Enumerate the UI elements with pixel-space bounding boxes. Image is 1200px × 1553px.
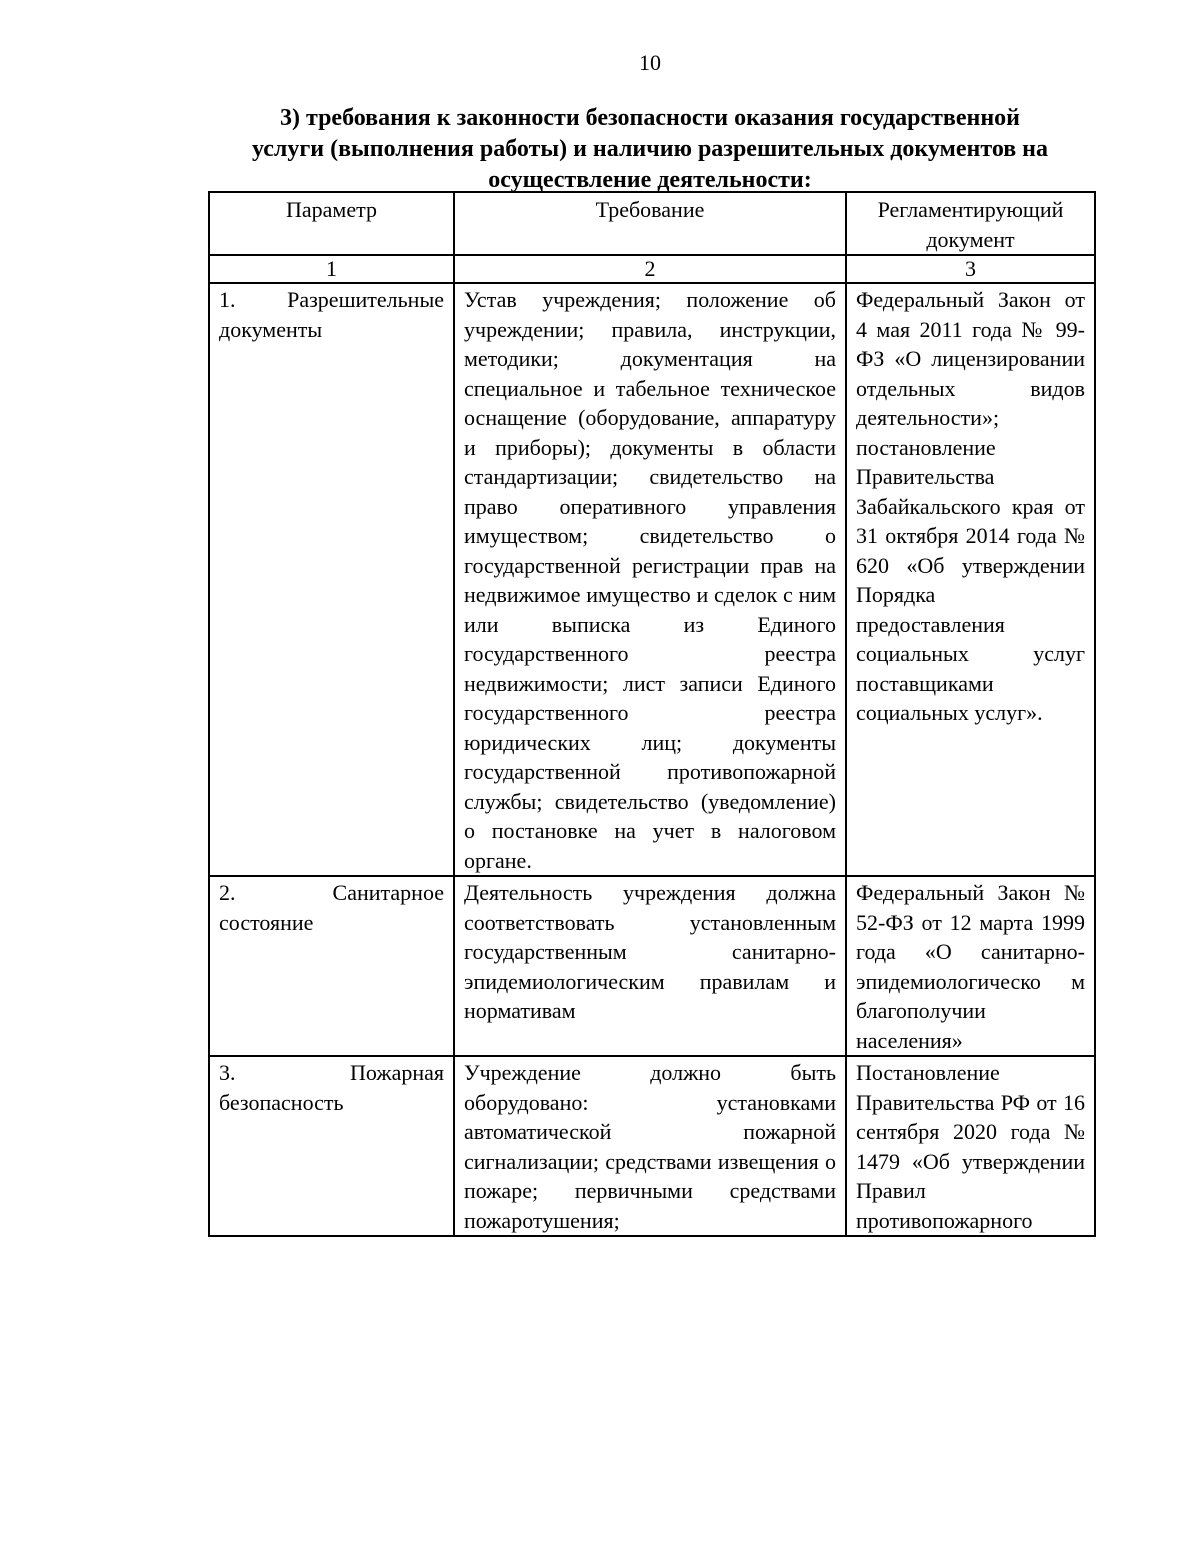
heading-line-3: осуществление деятельности:	[488, 167, 812, 193]
heading-line-1: 3) требования к законности безопасности оказания государственной	[280, 105, 1020, 131]
row-3-document: Постановление Правительства РФ от 16 сентября 2020 года № 1479 «Об утверждении Правил противопожарного	[846, 1056, 1095, 1236]
table-row	[209, 1056, 1095, 1236]
header-param: Параметр	[209, 192, 454, 255]
table-row	[209, 876, 1095, 1056]
column-number-2: 2	[454, 255, 846, 283]
column-number-1: 1	[209, 255, 454, 283]
requirements-table	[208, 191, 1096, 1237]
section-heading	[200, 103, 1100, 196]
row-3-param: 3. Пожарная безопасность	[209, 1056, 454, 1236]
page-number: 10	[639, 50, 661, 75]
row-1-requirement: Устав учреждения; положение об учреждении; правила, инструкции, методики; документация на специальное и табельное техническое оснащение (оборудование, аппаратуру и приборы); документы в области стандартизации; свидетельство на право оперативного управления имуществом; свидетельство о государственной регистрации прав на недвижимое имущество и сделок с ним или выписка из Единого государственного реестра недвижимости; лист записи Единого государственного реестра юридических лиц; документы государственной противопожарной службы; свидетельство (уведомление) о постановке на учет в налоговом органе.	[454, 283, 846, 876]
heading-line-2: услуги (выполнения работы) и наличию разрешительных документов на	[251, 136, 1049, 162]
table-header-row	[209, 192, 1095, 255]
row-2-param: 2. Санитарное состояние	[209, 876, 454, 1056]
row-1-document: Федеральный Закон от 4 мая 2011 года № 99-ФЗ «О лицензировании отдельных видов деятельности»; постановление Правительства Забайкальского края от 31 октября 2014 года № 620 «Об утверждении Порядка предоставления социальных услуг поставщиками социальных услуг».	[846, 283, 1095, 876]
column-number-3: 3	[846, 255, 1095, 283]
column-number-row	[209, 255, 1095, 283]
row-1-param: 1. Разрешительные документы	[209, 283, 454, 876]
table-row	[209, 283, 1095, 876]
header-requirement: Требование	[454, 192, 846, 255]
row-2-document: Федеральный Закон № 52-ФЗ от 12 марта 1999 года «О санитарно-эпидемиологическо м благополучии населения»	[846, 876, 1095, 1056]
row-2-requirement: Деятельность учреждения должна соответствовать установленным государственным санитарно-эпидемиологическим правилам и нормативам	[454, 876, 846, 1056]
header-document: Регламентирующий документ	[846, 192, 1095, 255]
row-3-requirement: Учреждение должно быть оборудовано: установками автоматической пожарной сигнализации; средствами извещения о пожаре; первичными средствами пожаротушения;	[454, 1056, 846, 1236]
